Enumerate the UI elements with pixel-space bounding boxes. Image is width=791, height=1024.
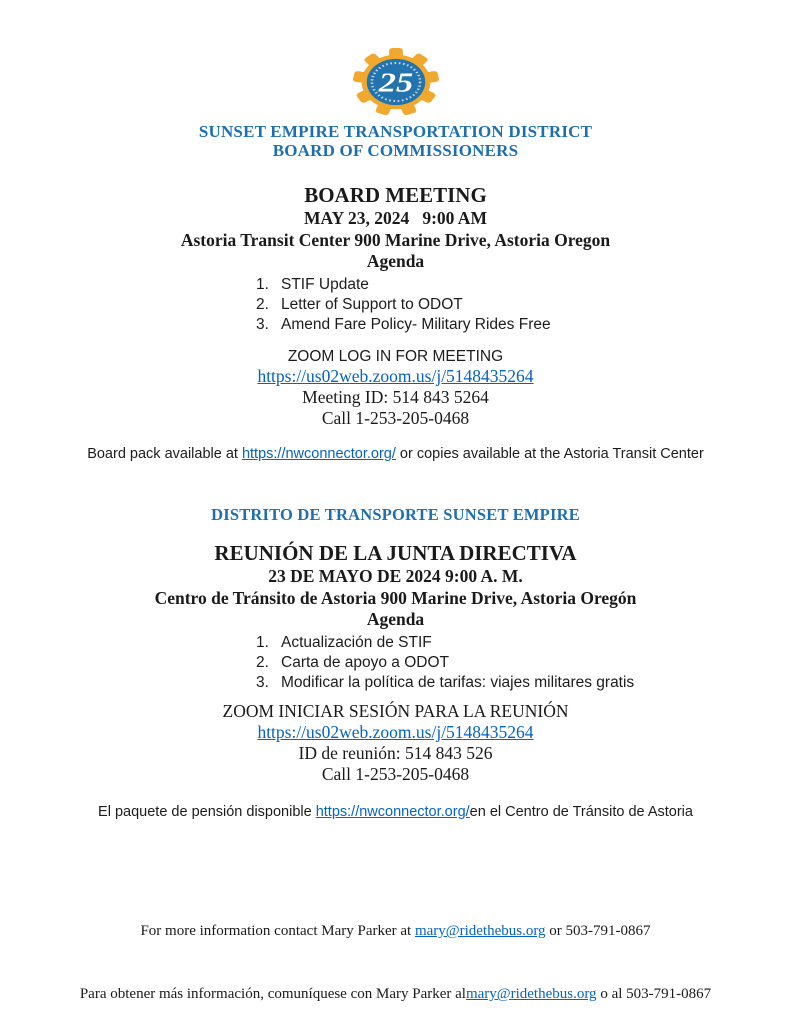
organization-logo [353, 48, 439, 116]
meeting-location-es: Centro de Tránsito de Astoria 900 Marine Drive, Astoria Oregón [154, 588, 637, 608]
agenda-item-en-3 [256, 315, 791, 335]
contact-prefix-es: Para obtener más información, comuníquese con Mary Parker al [79, 986, 466, 1002]
agenda-item-es-3 [256, 673, 791, 693]
agenda-item-en-2 [256, 295, 791, 315]
agenda-label-en: Agenda [366, 251, 425, 271]
agenda-item-text: Modificar la política de tarifas: viajes militares gratis [281, 674, 635, 691]
call-number-es: Call 1-253-205-0468 [321, 764, 470, 784]
agenda-label-es: Agenda [366, 609, 425, 629]
gear-25th-anniversary-icon [353, 48, 439, 116]
pack-note-prefix-es: El paquete de pensión disponible [98, 804, 316, 820]
contact-email-link-en[interactable]: mary@ridethebus.org [414, 923, 546, 939]
agenda-item-es-2 [256, 653, 791, 673]
agenda-item-es-1 [256, 633, 791, 653]
meeting-location-en: Astoria Transit Center 900 Marine Drive, Astoria Oregon [180, 230, 611, 250]
agenda-list-es [256, 633, 791, 693]
board-pack-note-es [0, 803, 791, 821]
org-title [0, 122, 791, 160]
english-section [0, 184, 791, 463]
contact-footer [0, 879, 791, 1024]
zoom-heading-en: ZOOM LOG IN FOR MEETING [287, 348, 504, 365]
contact-suffix-en: or 503-791-0867 [545, 923, 651, 939]
agenda-item-en-1 [256, 275, 791, 295]
org-title-es: DISTRITO DE TRANSPORTE SUNSET EMPIRE [211, 505, 580, 524]
org-title-line1: SUNSET EMPIRE TRANSPORTATION DISTRICT [198, 122, 593, 141]
meeting-id-en: Meeting ID: 514 843 5264 [302, 387, 489, 407]
zoom-meeting-link-en[interactable]: https://us02web.zoom.us/j/5148435264 [257, 366, 534, 386]
contact-line-es [0, 984, 791, 1005]
zoom-meeting-link-es[interactable]: https://us02web.zoom.us/j/5148435264 [257, 722, 534, 742]
agenda-item-text: Letter of Support to ODOT [281, 296, 463, 313]
zoom-link-line-en [0, 366, 791, 387]
agenda-list-en [256, 275, 791, 335]
zoom-heading-es: ZOOM INICIAR SESIÓN PARA LA REUNIÓN [222, 701, 569, 721]
contact-email-link-es[interactable]: mary@ridethebus.org [465, 986, 597, 1002]
pack-note-suffix-es: en el Centro de Tránsito de Astoria [469, 804, 693, 820]
contact-suffix-es: o al 503-791-0867 [596, 986, 712, 1002]
logo-anniversary-text: 25 [378, 66, 413, 98]
meeting-id-es: ID de reunión: 514 843 526 [298, 743, 493, 763]
org-title-line2: BOARD OF COMMISSIONERS [272, 141, 519, 160]
agenda-item-text: Actualización de STIF [281, 634, 432, 651]
agenda-item-text: STIF Update [281, 276, 369, 293]
agenda-item-text: Amend Fare Policy- Military Rides Free [281, 316, 551, 333]
call-number-en: Call 1-253-205-0468 [321, 408, 470, 428]
board-pack-link-es[interactable]: https://nwconnector.org/ [315, 804, 470, 820]
meeting-datetime-es: 23 DE MAYO DE 2024 9:00 A. M. [268, 566, 523, 586]
board-pack-note-en [0, 445, 791, 463]
contact-line-en [0, 921, 791, 942]
meeting-datetime-en: MAY 23, 2024 9:00 AM [304, 208, 487, 228]
meeting-title-en: BOARD MEETING [304, 183, 487, 207]
agenda-item-text: Carta de apoyo a ODOT [281, 654, 449, 671]
contact-prefix-en: For more information contact Mary Parker at [140, 923, 415, 939]
zoom-link-line-es [0, 722, 791, 743]
spanish-section [0, 505, 791, 821]
board-pack-link-en[interactable]: https://nwconnector.org/ [241, 446, 396, 462]
pack-note-suffix-en: or copies available at the Astoria Transit Center [395, 446, 704, 462]
pack-note-prefix-en: Board pack available at [87, 446, 242, 462]
meeting-title-es: REUNIÓN DE LA JUNTA DIRECTIVA [214, 541, 577, 565]
